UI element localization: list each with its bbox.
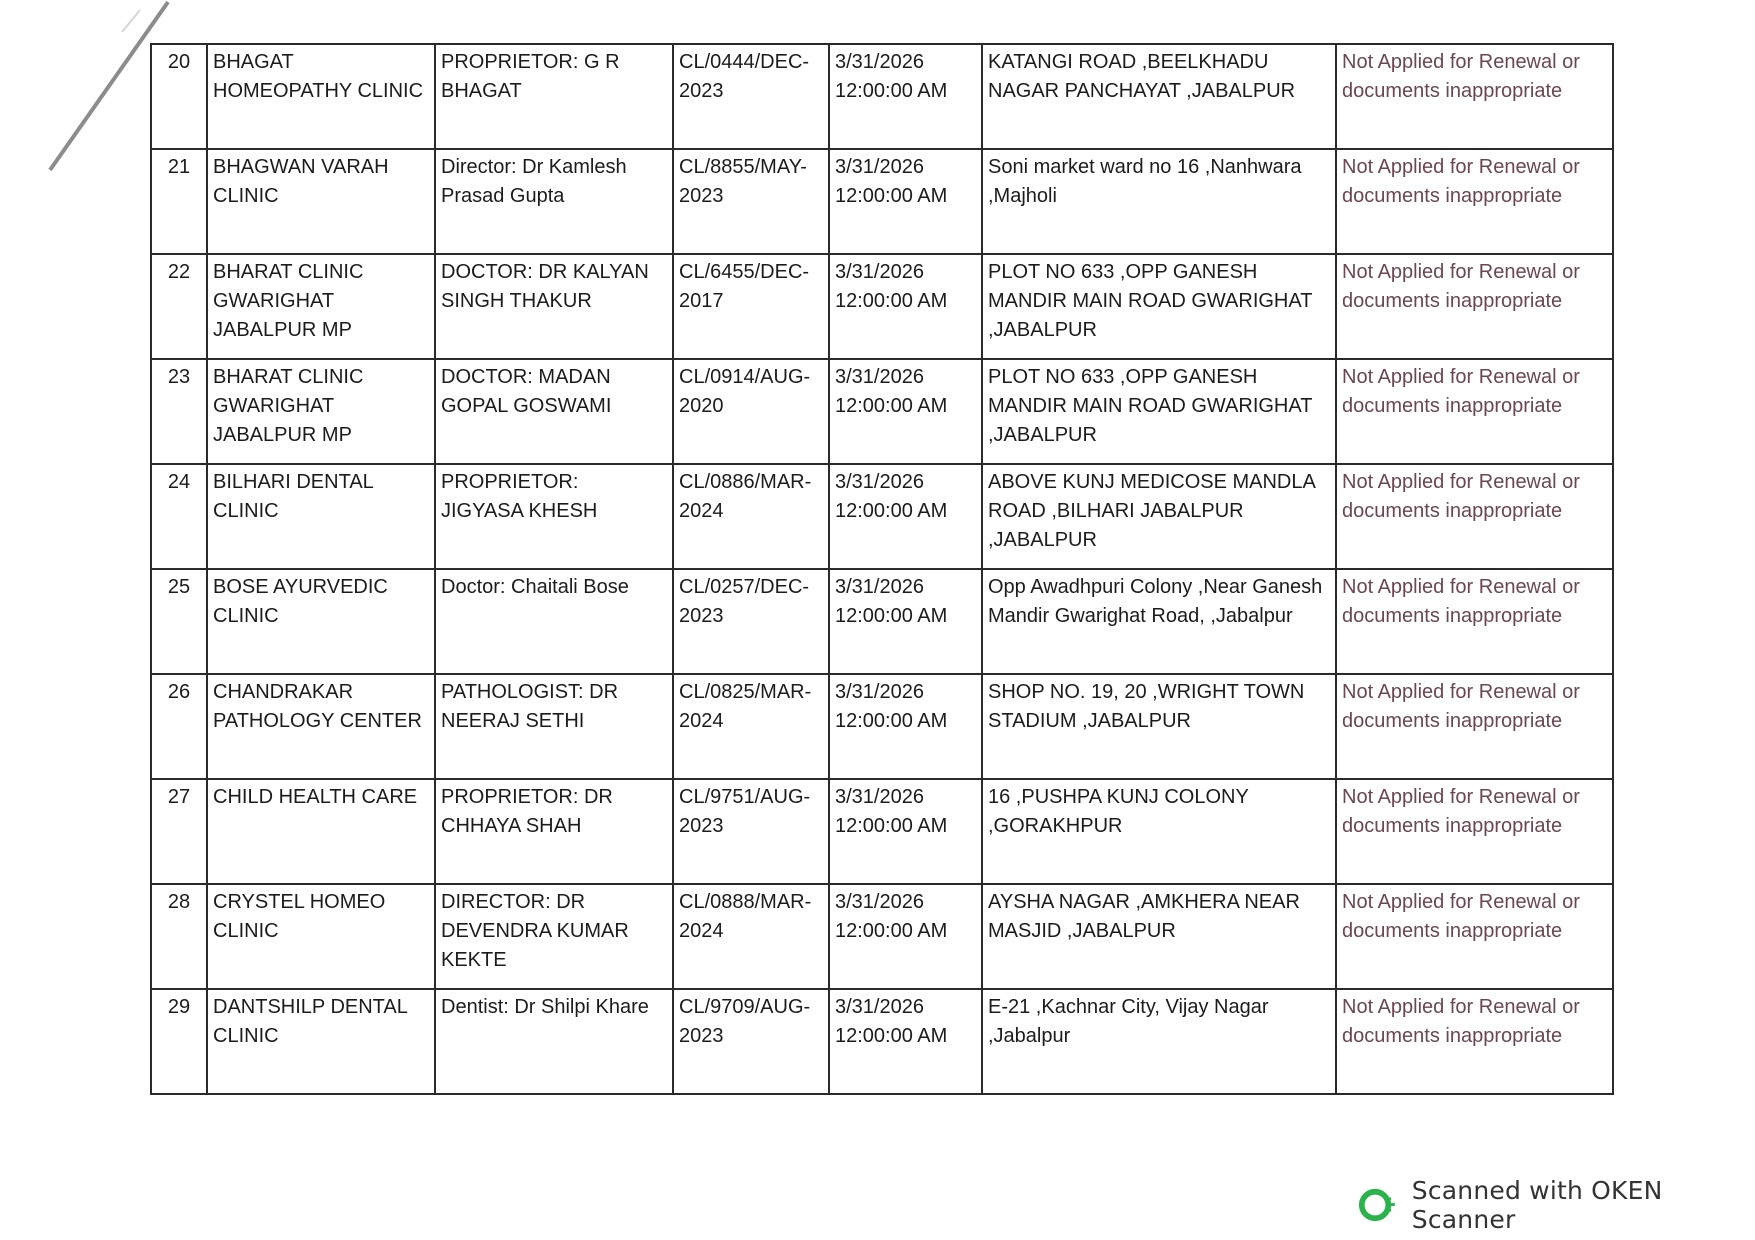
table-row [151,569,1613,674]
clinic-name-cell: CHANDRAKAR PATHOLOGY CENTER [207,674,435,779]
table-row [151,149,1613,254]
registration-number-cell: CL/8855/MAY-2023 [673,149,829,254]
owner-cell: DOCTOR: MADAN GOPAL GOSWAMI [435,359,673,464]
address-cell: Opp Awadhpuri Colony ,Near Ganesh Mandir Gwarighat Road, ,Jabalpur [982,569,1336,674]
clinic-name-cell: BOSE AYURVEDIC CLINIC [207,569,435,674]
owner-cell: PROPRIETOR: JIGYASA KHESH [435,464,673,569]
owner-cell: PATHOLOGIST: DR NEERAJ SETHI [435,674,673,779]
status-cell: Not Applied for Renewal or documents inappropriate [1336,44,1613,149]
valid-till-cell: 3/31/2026 12:00:00 AM [829,884,982,989]
table-row [151,359,1613,464]
status-cell: Not Applied for Renewal or documents inappropriate [1336,254,1613,359]
address-cell: AYSHA NAGAR ,AMKHERA NEAR MASJID ,JABALPUR [982,884,1336,989]
registration-number-cell: CL/0914/AUG-2020 [673,359,829,464]
table-row [151,254,1613,359]
serial-number-cell: 21 [151,149,207,254]
owner-cell: PROPRIETOR: G R BHAGAT [435,44,673,149]
clinic-name-cell: BHAGWAN VARAH CLINIC [207,149,435,254]
valid-till-cell: 3/31/2026 12:00:00 AM [829,989,982,1094]
valid-till-cell: 3/31/2026 12:00:00 AM [829,149,982,254]
serial-number-cell: 27 [151,779,207,884]
table-row [151,674,1613,779]
registration-number-cell: CL/0888/MAR-2024 [673,884,829,989]
serial-number-cell: 28 [151,884,207,989]
table-row [151,44,1613,149]
clinic-name-cell: CHILD HEALTH CARE [207,779,435,884]
status-cell: Not Applied for Renewal or documents inappropriate [1336,674,1613,779]
clinic-name-cell: DANTSHILP DENTAL CLINIC [207,989,435,1094]
address-cell: PLOT NO 633 ,OPP GANESH MANDIR MAIN ROAD GWARIGHAT ,JABALPUR [982,359,1336,464]
clinic-name-cell: BILHARI DENTAL CLINIC [207,464,435,569]
registration-number-cell: CL/9751/AUG-2023 [673,779,829,884]
valid-till-cell: 3/31/2026 12:00:00 AM [829,674,982,779]
owner-cell: DOCTOR: DR KALYAN SINGH THAKUR [435,254,673,359]
address-cell: PLOT NO 633 ,OPP GANESH MANDIR MAIN ROAD GWARIGHAT ,JABALPUR [982,254,1336,359]
serial-number-cell: 22 [151,254,207,359]
status-cell: Not Applied for Renewal or documents inappropriate [1336,464,1613,569]
table-row [151,779,1613,884]
valid-till-cell: 3/31/2026 12:00:00 AM [829,464,982,569]
clinic-name-cell: BHAGAT HOMEOPATHY CLINIC [207,44,435,149]
status-cell: Not Applied for Renewal or documents inappropriate [1336,359,1613,464]
registration-number-cell: CL/6455/DEC-2017 [673,254,829,359]
owner-cell: PROPRIETOR: DR CHHAYA SHAH [435,779,673,884]
serial-number-cell: 29 [151,989,207,1094]
valid-till-cell: 3/31/2026 12:00:00 AM [829,779,982,884]
registration-number-cell: CL/0825/MAR-2024 [673,674,829,779]
registration-number-cell: CL/0886/MAR-2024 [673,464,829,569]
page-corner-fold [0,0,175,175]
status-cell: Not Applied for Renewal or documents inappropriate [1336,569,1613,674]
scanner-watermark [1358,1176,1755,1234]
valid-till-cell: 3/31/2026 12:00:00 AM [829,569,982,674]
registration-number-cell: CL/0444/DEC-2023 [673,44,829,149]
owner-cell: Director: Dr Kamlesh Prasad Gupta [435,149,673,254]
registration-number-cell: CL/0257/DEC-2023 [673,569,829,674]
status-cell: Not Applied for Renewal or documents inappropriate [1336,149,1613,254]
valid-till-cell: 3/31/2026 12:00:00 AM [829,44,982,149]
registration-number-cell: CL/9709/AUG-2023 [673,989,829,1094]
scanner-text: Scanned with OKEN Scanner [1411,1176,1663,1234]
status-cell: Not Applied for Renewal or documents inappropriate [1336,779,1613,884]
status-cell: Not Applied for Renewal or documents inappropriate [1336,989,1613,1094]
clinic-registration-table [150,43,1614,1095]
valid-till-cell: 3/31/2026 12:00:00 AM [829,254,982,359]
valid-till-cell: 3/31/2026 12:00:00 AM [829,359,982,464]
address-cell: 16 ,PUSHPA KUNJ COLONY ,GORAKHPUR [982,779,1336,884]
table-row [151,884,1613,989]
oken-scanner-logo-icon [1358,1185,1398,1225]
address-cell: ABOVE KUNJ MEDICOSE MANDLA ROAD ,BILHARI JABALPUR ,JABALPUR [982,464,1336,569]
status-cell: Not Applied for Renewal or documents inappropriate [1336,884,1613,989]
clinic-name-cell: BHARAT CLINIC GWARIGHAT JABALPUR MP [207,254,435,359]
table-row [151,989,1613,1094]
serial-number-cell: 24 [151,464,207,569]
clinic-name-cell: CRYSTEL HOMEO CLINIC [207,884,435,989]
serial-number-cell: 25 [151,569,207,674]
table-row [151,464,1613,569]
owner-cell: Dentist: Dr Shilpi Khare [435,989,673,1094]
owner-cell: Doctor: Chaitali Bose [435,569,673,674]
serial-number-cell: 23 [151,359,207,464]
address-cell: KATANGI ROAD ,BEELKHADU NAGAR PANCHAYAT ,JABALPUR [982,44,1336,149]
clinic-name-cell: BHARAT CLINIC GWARIGHAT JABALPUR MP [207,359,435,464]
address-cell: E-21 ,Kachnar City, Vijay Nagar ,Jabalpur [982,989,1336,1094]
owner-cell: DIRECTOR: DR DEVENDRA KUMAR KEKTE [435,884,673,989]
table-body [151,44,1613,1094]
address-cell: Soni market ward no 16 ,Nanhwara ,Majholi [982,149,1336,254]
serial-number-cell: 20 [151,44,207,149]
serial-number-cell: 26 [151,674,207,779]
address-cell: SHOP NO. 19, 20 ,WRIGHT TOWN STADIUM ,JABALPUR [982,674,1336,779]
